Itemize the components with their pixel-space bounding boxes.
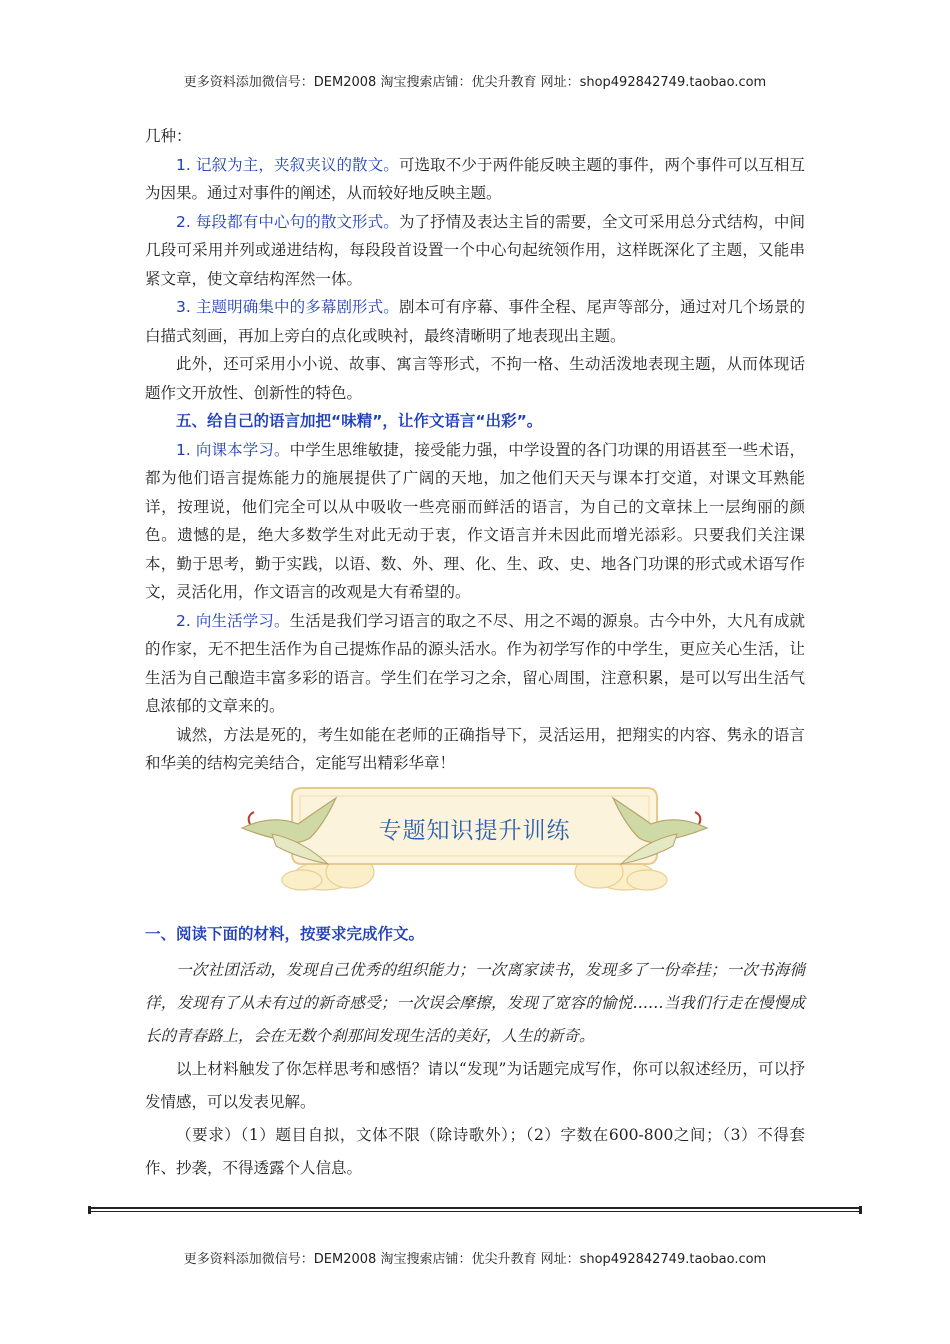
- method-2-heading: 2. 每段都有中心句的散文形式。: [176, 212, 399, 231]
- writing-task: [145, 920, 805, 1185]
- task-prompt: 以上材料触发了你怎样思考和感悟？请以“发现”为话题完成写作，你可以叙述经历，可以抒发情感，可以发表见解。: [145, 1060, 805, 1111]
- paragraph-method-3: [145, 293, 805, 350]
- task-title: 一、阅读下面的材料，按要求完成作文。: [145, 925, 425, 943]
- method-1-text: 可选取不少于两件能反映主题的事件，两个事件可以互相互为因果。通过对事件的阐述，从而较好地反映主题。: [145, 155, 805, 202]
- paragraph-textbook: [145, 436, 805, 607]
- page-header: 更多资料添加微信号：DEM2008 淘宝搜索店铺：优尖升教育 网址：shop492842749.taobao.com: [183, 75, 767, 90]
- section-five-heading: 五、给自己的语言加把“味精”，让作文语言“出彩”。: [176, 412, 543, 430]
- life-text: 生活是我们学习语言的取之不尽、用之不竭的源泉。古今中外，大凡有成就的作家，无不把生活作为自己提炼作品的源头活水。作为初学写作的中学生，更应关心生活，让生活为自己酿造丰富多彩的语言。学生们在学习之余，留心周围，注意积累，是可以写出生活气息浓郁的文章来的。: [145, 611, 805, 715]
- section-banner: [232, 784, 717, 896]
- paragraph-method-1: [145, 151, 805, 208]
- banner-title: 专题知识提升训练: [378, 818, 571, 844]
- method-3-text: 剧本可有序幕、事件全程、尾声等部分，通过对几个场景的白描式刻画，再加上旁白的点化或映衬，最终清晰明了地表现出主题。: [145, 298, 805, 345]
- paragraph-conclusion: 诚然，方法是死的，考生如能在老师的正确指导下，灵活运用，把翔实的内容、隽永的语言和华美的结构完美结合，定能写出精彩华章！: [145, 725, 805, 772]
- article-body: [145, 122, 805, 778]
- paragraph-life: [145, 607, 805, 721]
- page-footer: 更多资料添加微信号：DEM2008 淘宝搜索店铺：优尖升教育 网址：shop492842749.taobao.com: [183, 1252, 767, 1267]
- paragraph-method-2: [145, 208, 805, 294]
- bottom-divider: [88, 1206, 862, 1214]
- paragraph-other-forms: 此外，还可采用小小说、故事、寓言等形式，不拘一格、生动活泼地表现主题，从而体现话题作文开放性、创新性的特色。: [145, 355, 805, 402]
- life-heading: 2. 向生活学习。: [176, 611, 290, 630]
- paragraph-intro: 几种：: [145, 127, 192, 145]
- method-3-heading: 3. 主题明确集中的多幕剧形式。: [176, 298, 399, 316]
- textbook-text: 中学生思维敏捷，接受能力强，中学设置的各门功课的用语甚至一些术语，都为他们语言提炼能力的施展提供了广阔的天地，加之他们天天与课本打交道，对课文耳熟能详，按理说，他们完全可以从中吸收一些亮丽而鲜活的语言，为自己的文章抹上一层绚丽的颜色。遗憾的是，绝大多数学生对此无动于衷，作文语言并未因此而增光添彩。只要我们关注课本，勤于思考，勤于实践，以语、数、外、理、化、生、政、史、地各门功课的形式或术语写作文，灵活化用，作文语言的改观是大有希望的。: [145, 440, 805, 601]
- task-material: 一次社团活动，发现自己优秀的组织能力；一次离家读书，发现多了一份牵挂；一次书海徜徉，发现有了从未有过的新奇感受；一次误会摩擦，发现了宽容的愉悦……当我们行走在慢慢成长的青春路上，会在无数个刹那间发现生活的美好，人生的新奇。: [145, 961, 805, 1045]
- task-requirements: （要求）（1）题目自拟，文体不限（除诗歌外）；（2）字数在600-800之间；（3）不得套作、抄袭，不得透露个人信息。: [145, 1126, 805, 1177]
- method-1-heading: 1. 记叙为主，夹叙夹议的散文。: [176, 155, 399, 174]
- textbook-heading: 1. 向课本学习。: [176, 440, 290, 459]
- method-2-text: 为了抒情及表达主旨的需要，全文可采用总分式结构，中间几段可采用并列或递进结构，每段段首设置一个中心句起统领作用，这样既深化了主题，又能串紧文章，使文章结构浑然一体。: [145, 212, 805, 288]
